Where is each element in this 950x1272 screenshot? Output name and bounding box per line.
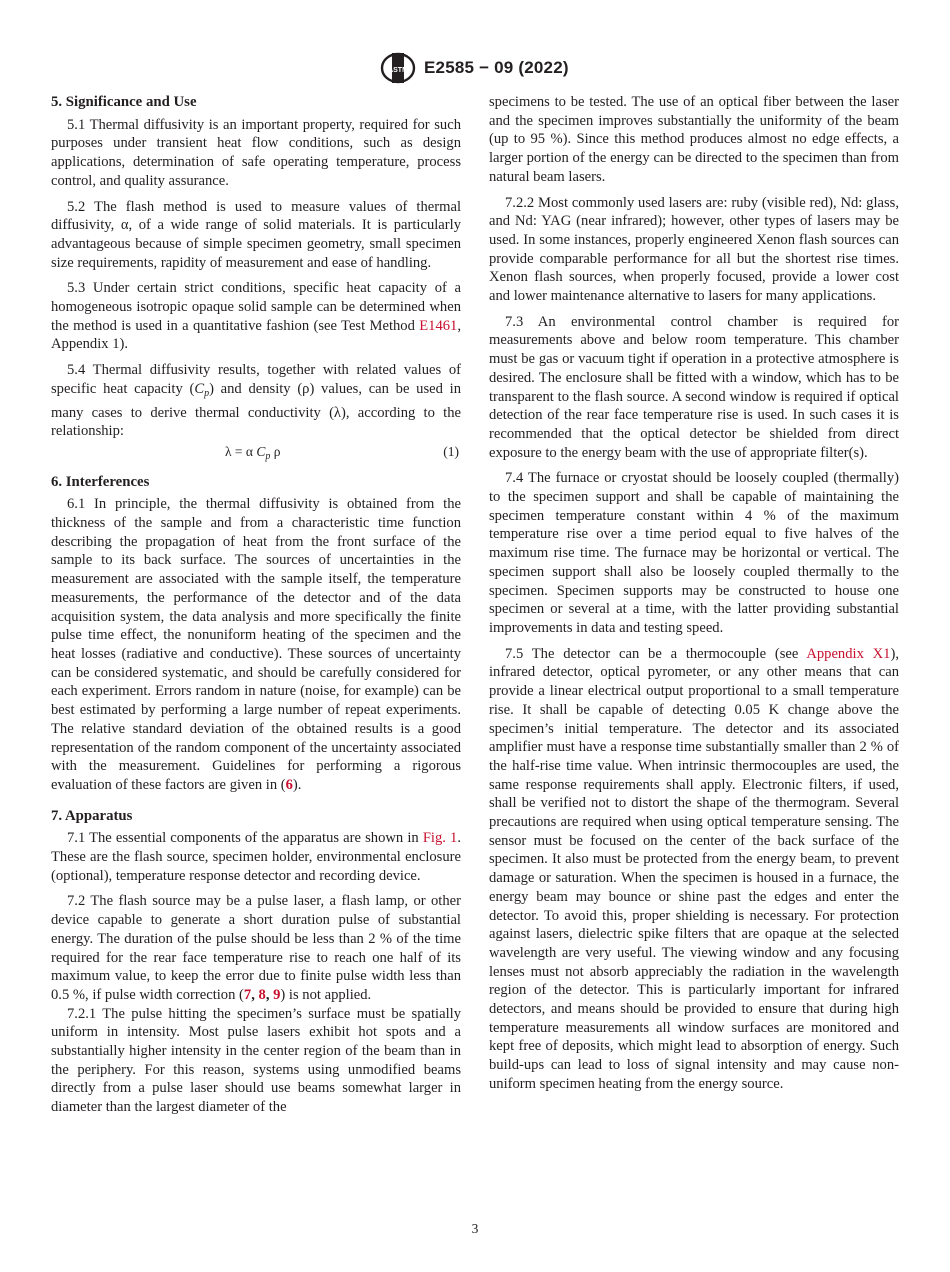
eq-cp: C <box>256 443 266 459</box>
right-column <box>489 93 899 1101</box>
para-7-2-1: 7.2.1 The pulse hitting the specimen’s surface must be spatially uniform in intensity. Most pulse lasers exhibit hot spots and a substantially higher intensity in the center region of the beam than in the periphery. For this reason, systems using unmodified beams directly from a pulse laser should use beams somewhat larger in diameter than the largest diameter of the <box>51 1005 461 1116</box>
para-7-2: 7.2 The flash source may be a pulse laser, a flash lamp, or other device capable to generate a short duration pulse of substantial energy. The duration of the pulse should be less than 2 % of the time required for the rear face temperature rise to reach one half of its maximum value, to keep the error due to finite pulse width less than 0.5 %, if pulse width correction (7, 8, 9) is not applied. <box>51 893 461 1003</box>
left-column <box>51 93 461 1124</box>
e1461-link[interactable]: E1461 <box>419 317 458 334</box>
fig-1-link[interactable]: Fig. 1 <box>422 830 458 847</box>
ref-6-link[interactable]: 6 <box>285 776 293 793</box>
section-5-heading: 5. Significance and Use <box>51 94 197 110</box>
para-6-1-tail: ). <box>292 776 302 793</box>
ref-7-link[interactable]: 7 <box>243 986 252 1003</box>
page-number: 3 <box>471 1221 479 1236</box>
astm-logo-text: ASTM <box>388 67 408 74</box>
astm-logo <box>380 52 416 84</box>
para-5-3-text: 5.3 Under certain strict conditions, specific heat capacity of a homogeneous isotropic opaque solid sample can be determined when the method is used in a quantitative fashion (see Test Method <box>51 280 461 334</box>
para-5-3 <box>51 279 461 354</box>
eq-cp-sub: p <box>265 450 271 462</box>
para-5-4-tail: ) and density (ρ) values, can be used in many cases to derive thermal conductivity (λ), according to the relationship: <box>51 380 461 440</box>
para-6-1-text: 6.1 In principle, the thermal diffusivity is obtained from the thickness of the sample and from a characteristic time function describing the propagation of heat from the front surface of the sample to its back surface. The sources of uncertainties in the measurement are associated with the sample itself, the temperature measurements, the performance of the detector and of the data acquisition system, the data analysis and more specifically the finite pulse time effect, the nonuniform heating of the specimen and the heat losses (radiative and conductive). These sources of uncertainty can be considered systematic, and should be carefully considered for each experiment. Errors random in nature (noise, for example) can be best estimated by performing a large number of repeat experiments. The relative standard deviation of the obtained results is a good representation of the random component of the uncertainty associated with the measurement. Guidelines for performing a rigorous evaluation of these factors are given in ( <box>51 496 461 793</box>
para-7-5-tail: ), infrared detector, optical pyrometer, or any other means that can provide a linear electrical output proportional to a small temperature rise. It shall be capable of detecting 0.05 K change above the specimen’s initial temperature. The detector and its associated amplifier must have a response time substantially smaller than 2 % of the half-rise time value. When intrinsic thermocouples are used, the same response requirements shall apply. Electronic filters, if used, shall be verified not to distort the shape of the thermogram. Several precautions are required when using optical temperature sensing. The sensor must be focused on the center of the back surface of the specimen. It also must be protected from the energy beam, to prevent damage or saturation. When the specimen is housed in a furnace, the energy beam may bounce or shine past the edges and enter the detector. To avoid this, proper shielding is necessary. For protection against lasers, dielectric spike filters that are opaque at the selected wavelength are very useful. The viewing window and any focusing lenses must not absorb appreciably the radiation in the wavelength region of the detector. This is particularly important for infrared detectors, and means should be provided to ensure that during high temperature measurements all window surfaces are monitored and kept free of deposits, which might lead to absorption of energy. Such build-ups can lead to loss of signal intensity and may cause non-uniform specimen heating from the energy source. <box>489 645 899 1092</box>
ref-9-link[interactable]: 9 <box>273 986 281 1003</box>
para-7-2-tail: ) is not applied. <box>280 986 372 1003</box>
para-7-5-text: 7.5 The detector can be a thermocouple (see <box>505 645 807 662</box>
para-5-1: 5.1 Thermal diffusivity is an important property, required for such purposes under transient heat flow conditions, such as design applications, determination of safe operating temperature, process control, and quality assurance. <box>51 116 461 189</box>
para-7-1 <box>51 829 461 885</box>
para-6-1 <box>51 495 461 794</box>
para-7-2-1-continued: specimens to be tested. The use of an optical fiber between the laser and the specimen improves substantially the uniformity of the beam (up to 95 %). Since this method produces almost no edge effects, a larger portion of the energy can be directed to the specimen than from natural beam lasers. <box>489 94 899 185</box>
section-7-heading: 7. Apparatus <box>51 807 133 824</box>
para-5-3-tail: , Appendix 1). <box>51 317 461 353</box>
para-7-2-text: 7.2 The flash source may be a pulse laser, a flash lamp, or other device capable to generate a short duration pulse of substantial energy. The duration of the pulse should be less than 2 % of the time required for the rear face temperature rise to reach one half of its maximum value, to keep the error due to finite pulse width less than 0.5 %, if pulse width correction ( <box>51 893 461 1003</box>
para-7-1-text: 7.1 The essential components of the apparatus are shown in <box>67 830 423 847</box>
para-7-2-2: 7.2.2 Most commonly used lasers are: ruby (visible red), Nd: glass, and Nd: YAG (near infrared); however, other types of lasers may be used. In some instances, properly engineered Xenon flash sources can provide comparable performance for all but the shortest rise times. Xenon flash sources, when properly focused, provide a lower cost and lower maintenance alternative to lasers for many applications. <box>489 194 899 305</box>
para-5-2: 5.2 The flash method is used to measure values of thermal diffusivity, α, of a wide range of solid materials. It is particularly advantageous because of simple specimen geometry, small specimen size requirements, rapidity of measurement and ease of handling. <box>51 198 461 271</box>
para-5-4 <box>51 361 461 441</box>
ref-8-link[interactable]: 8 <box>258 986 266 1003</box>
document-id: E2585 − 09 (2022) <box>424 58 569 77</box>
appendix-x1-link[interactable]: Appendix X1 <box>806 645 891 662</box>
eq-part-b: ρ <box>270 443 281 459</box>
para-7-5 <box>489 645 899 1094</box>
para-7-4: 7.4 The furnace or cryostat should be loosely coupled (thermally) to the specimen support and shall be capable of maintaining the specimen temperature constant within 4 % of the maximum temperature rise over a time period equal to five halves of the maximum rise time. The furnace may be horizontal or vertical. The specimen support shall also be loosely coupled thermally to the specimen. Specimen supports may be constructed to house one specimen or several at a time, with the latter providing substantial improvements in data and testing speed. <box>489 470 899 636</box>
equation-number: (1) <box>443 443 459 459</box>
equation-expression <box>51 443 281 467</box>
equation-1 <box>51 443 461 467</box>
para-7-1-tail: . These are the flash source, specimen holder, environmental enclosure (optional), temperature response detector and recording device. <box>51 830 462 884</box>
astm-logo-icon <box>380 52 416 84</box>
section-6-heading: 6. Interferences <box>51 473 150 490</box>
cp-subscript: p <box>204 387 210 399</box>
cp-symbol: C <box>194 380 205 397</box>
eq-part-a: λ = α <box>225 443 257 459</box>
para-5-4-text: 5.4 Thermal diffusivity results, together with related values of specific heat capacity ( <box>51 362 461 397</box>
para-7-3: 7.3 An environmental control chamber is required for measurements above and below room temperature. This chamber must be gas or vacuum tight if operation in a protective atmosphere is desired. The enclosure shall be fitted with a window, which has to be transparent to the flash source. A second window is required if optical detection of the rear face temperature rise is used. In such cases it is recommended that the optical detector be shielded from direct exposure to the energy beam with the use of appropriate filter(s). <box>489 313 899 461</box>
